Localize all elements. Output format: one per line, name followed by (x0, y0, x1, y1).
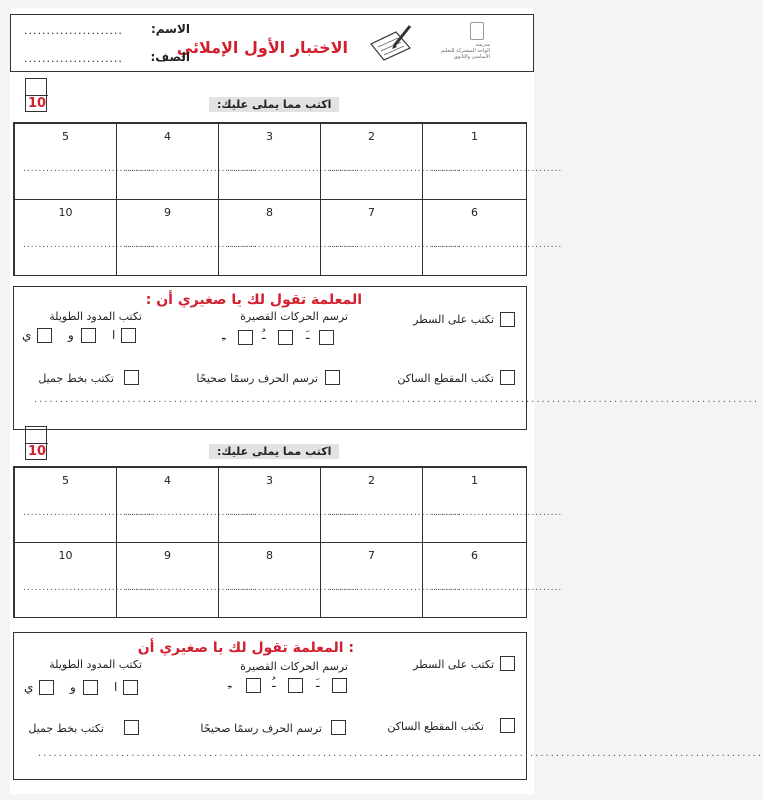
criterion-letter-form: ترسم الحرف رسمًا صحيحًا (200, 722, 322, 735)
checkbox-alif[interactable] (123, 680, 138, 695)
alif-letter: ا (114, 680, 118, 694)
criterion-short-vowels: ترسم الحركات القصيرة (240, 660, 348, 673)
page-title: الاختبار الأول الإملائي (176, 38, 348, 57)
answer-line: .................................. (431, 240, 563, 250)
dictation-cell-7[interactable] (320, 542, 461, 618)
criterion-syllable: تكتب المقطع الساكن (397, 372, 494, 385)
school-logo-text (430, 42, 490, 60)
dictation-cell-10[interactable] (14, 199, 155, 276)
checkbox-write-on-line[interactable] (500, 312, 515, 327)
dictation-cell-6[interactable] (422, 199, 563, 276)
score-box (25, 426, 47, 460)
answer-line: .................................. (23, 240, 155, 250)
criterion-long-vowels: تكتب المدود الطويلة (49, 658, 142, 671)
class-field[interactable]: ...................... (24, 52, 123, 65)
answer-line: .................................. (23, 508, 155, 518)
answer-line: .................................. (329, 508, 461, 518)
dictation-cell-9[interactable] (116, 199, 257, 276)
dictation-cell-4[interactable] (116, 467, 257, 543)
cell-number: 8 (266, 549, 273, 562)
criterion-handwriting: تكتب بخط جميل (28, 722, 104, 735)
criterion-syllable: تكتب المقطع الساكن (387, 720, 484, 733)
dictation-cell-2[interactable] (320, 123, 461, 200)
cell-number: 4 (164, 474, 171, 487)
checkbox-syllable[interactable] (500, 370, 515, 385)
cell-number: 2 (368, 130, 375, 143)
criterion-short-vowels: ترسم الحركات القصيرة (240, 310, 348, 323)
dictation-grid (13, 122, 563, 276)
checkbox-waw[interactable] (83, 680, 98, 695)
cell-number: 7 (368, 549, 375, 562)
logo-line1: مدرسة (475, 42, 490, 48)
class-label: الصف: (150, 50, 190, 64)
checkbox-fatha[interactable] (319, 330, 334, 345)
cell-number: 7 (368, 206, 375, 219)
checkbox-syllable[interactable] (500, 718, 515, 733)
checkbox-write-on-line[interactable] (500, 656, 515, 671)
cell-number: 9 (164, 206, 171, 219)
answer-line: .................................. (227, 508, 359, 518)
cell-number: 8 (266, 206, 273, 219)
dictation-cell-9[interactable] (116, 542, 257, 618)
instruction: اكتب مما يملى عليك: (209, 97, 339, 112)
cell-number: 10 (58, 206, 73, 219)
cell-number: 9 (164, 549, 171, 562)
dictation-cell-5[interactable] (14, 467, 155, 543)
name-label: الاسم: (150, 22, 190, 36)
cell-number: 3 (266, 474, 273, 487)
damma-mark: ـُ (272, 676, 276, 690)
dictation-cell-8[interactable] (218, 199, 359, 276)
checkbox-damma[interactable] (278, 330, 293, 345)
checkbox-kasra[interactable] (238, 330, 253, 345)
cell-number: 5 (62, 474, 69, 487)
checkbox-alif[interactable] (121, 328, 136, 343)
answer-line: .................................. (431, 164, 563, 174)
checkbox-letter-form[interactable] (325, 370, 340, 385)
cell-number: 10 (58, 549, 73, 562)
dictation-cell-7[interactable] (320, 199, 461, 276)
answer-line: .................................. (329, 240, 461, 250)
cell-number: 6 (471, 206, 478, 219)
score-value: 10 (27, 444, 47, 459)
dictation-cell-1[interactable] (422, 467, 563, 543)
answer-line: .................................. (125, 240, 257, 250)
cell-number: 1 (471, 130, 478, 143)
dictation-cell-2[interactable] (320, 467, 461, 543)
answer-line: .................................. (431, 508, 563, 518)
cell-number: 2 (368, 474, 375, 487)
checkbox-kasra[interactable] (246, 678, 261, 693)
ya-letter: ي (22, 328, 32, 342)
dictation-cell-3[interactable] (218, 467, 359, 543)
alif-letter: ا (112, 328, 116, 342)
checkbox-letter-form[interactable] (331, 720, 346, 735)
answer-line: .................................. (125, 508, 257, 518)
checkbox-ya[interactable] (39, 680, 54, 695)
dictation-cell-6[interactable] (422, 542, 563, 618)
fatha-mark: ـَ (316, 676, 320, 690)
pencil-paper-icon (366, 22, 416, 62)
answer-line: .................................. (227, 583, 359, 593)
cell-number: 4 (164, 130, 171, 143)
answer-line: .................................. (431, 583, 563, 593)
answer-line: .................................. (125, 164, 257, 174)
checkbox-damma[interactable] (288, 678, 303, 693)
score-box (25, 78, 47, 112)
answer-line: .................................. (23, 164, 155, 174)
dictation-grid (13, 466, 563, 618)
dictation-cell-5[interactable] (14, 123, 155, 200)
fatha-mark: ـَ (306, 328, 310, 342)
name-field[interactable]: ...................... (24, 24, 123, 37)
ya-letter: ي (24, 680, 34, 694)
kasra-mark: ـِ (222, 328, 226, 342)
logo-line2: الواحة المشتركة للتعليم الأساسي والثانوي (440, 48, 490, 60)
rubric-title: : المعلمة تقول لك يا صغيري أن (137, 640, 354, 656)
cell-number: 6 (471, 549, 478, 562)
cell-number: 1 (471, 474, 478, 487)
instruction: اكتب مما يملى عليك: (209, 444, 339, 459)
answer-line: .................................. (125, 583, 257, 593)
checkbox-handwriting[interactable] (124, 370, 139, 385)
kasra-mark: ـِ (228, 676, 232, 690)
worksheet-page (10, 8, 763, 794)
checkbox-waw[interactable] (81, 328, 96, 343)
answer-line: .................................. (329, 164, 461, 174)
waw-letter: و (68, 328, 74, 342)
rubric-title: المعلمة تقول لك يا صغيري أن : (145, 292, 362, 308)
criterion-letter-form: ترسم الحرف رسمًا صحيحًا (196, 372, 318, 385)
criterion-long-vowels: تكتب المدود الطويلة (49, 310, 142, 323)
answer-line: .................................. (23, 583, 155, 593)
emblem-icon (470, 22, 484, 40)
damma-mark: ـُ (262, 328, 266, 342)
checkbox-fatha[interactable] (332, 678, 347, 693)
dictation-cell-1[interactable] (422, 123, 563, 200)
cell-number: 3 (266, 130, 273, 143)
writing-line[interactable]: ............................................................................................................................................ (38, 748, 763, 759)
criterion-write-on-line: تكتب على السطر (413, 658, 494, 671)
criterion-write-on-line: تكتب على السطر (413, 313, 494, 326)
cell-number: 5 (62, 130, 69, 143)
answer-line: .................................. (329, 583, 461, 593)
checkbox-handwriting[interactable] (124, 720, 139, 735)
dictation-cell-3[interactable] (218, 123, 359, 200)
dictation-cell-4[interactable] (116, 123, 257, 200)
checkbox-ya[interactable] (37, 328, 52, 343)
dictation-cell-10[interactable] (14, 542, 155, 618)
writing-line[interactable]: ............................................................................................................................................ (34, 394, 760, 405)
answer-line: .................................. (227, 164, 359, 174)
criterion-handwriting: تكتب بخط جميل (38, 372, 114, 385)
answer-line: .................................. (227, 240, 359, 250)
waw-letter: و (70, 680, 76, 694)
score-value: 10 (27, 96, 47, 111)
dictation-cell-8[interactable] (218, 542, 359, 618)
